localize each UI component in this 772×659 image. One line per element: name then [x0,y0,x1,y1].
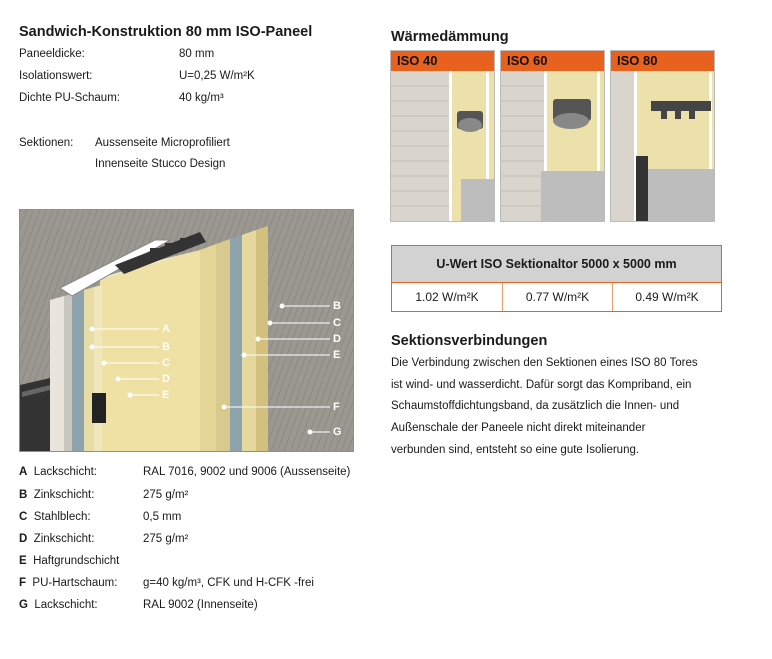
uvalue-table [391,245,722,312]
uvalue-cell: 0.77 W/m²K [525,290,590,304]
sections-value: Innenseite Stucco Design [95,158,226,170]
layer-value: 0,5 mm [143,511,182,523]
layer-key: A [19,466,28,478]
layer-name: Zinkschicht: [33,489,95,501]
thermal-image-iso40 [390,50,495,222]
thermal-image-iso80 [610,50,715,222]
layer-value: g=40 kg/m³, CFK und H-CFK -frei [143,577,314,589]
uvalue-table-header: U-Wert ISO Sektionaltor 5000 x 5000 mm [392,246,721,283]
layer-name: Stahlblech: [33,511,91,523]
diagram-label-d-right: D [333,333,341,345]
layer-key: F [19,577,27,589]
layer-name: Zinkschicht: [33,533,95,545]
connections-line: ist wind- und wasserdicht. Dafür sorgt das Kompriband, ein [391,378,692,391]
spec-value: 80 mm [179,48,215,60]
thermal-label-iso40: ISO 40 [391,51,494,71]
leader-lines [20,210,354,452]
uvalue-cell: 1.02 W/m²K [415,290,479,304]
layer-name: PU-Hartschaum: [32,577,118,589]
sections-label: Sektionen: [19,137,74,149]
spec-label: Paneeldicke: [19,48,85,60]
connections-line: verbunden sind, entsteht so eine gute Isolierung. [391,443,640,456]
spec-value: U=0,25 W/m²K [179,70,255,82]
diagram-label-g-right: G [333,426,342,438]
diagram-label-b-right: B [333,300,341,312]
connections-line: Schaumstoffdichtungsband, da zusätzlich die Innen- und [391,400,680,413]
layer-name: Lackschicht: [34,599,98,611]
diagram-label-c-right: C [333,317,341,329]
layer-key: B [19,489,28,501]
thermal-label-iso80: ISO 80 [611,51,714,71]
uvalue-cell: 0.49 W/m²K [635,290,699,304]
thermal-label-iso60: ISO 60 [501,51,604,71]
layer-key: G [19,599,28,611]
thermal-image-iso60 [500,50,605,222]
layer-key: E [19,555,27,567]
layer-key: D [19,533,28,545]
diagram-label-b: B [162,341,170,353]
diagram-label-d: D [162,373,170,385]
diagram-label-e-right: E [333,349,341,361]
layer-value: RAL 7016, 9002 und 9006 (Aussenseite) [143,466,351,478]
layer-name: Lackschicht: [33,466,97,478]
connections-text [391,353,761,462]
diagram-label-a: A [162,323,170,335]
spec-label: Dichte PU-Schaum: [19,92,120,104]
layer-name: Haftgrundschicht [33,555,120,567]
layer-value: 275 g/m² [143,489,189,501]
layer-value: RAL 9002 (Innenseite) [143,599,258,611]
spec-value: 40 kg/m³ [179,92,224,104]
spec-label: Isolationswert: [19,70,93,82]
layer-value: 275 g/m² [143,533,189,545]
sections-value: Aussenseite Microprofiliert [95,137,230,149]
diagram-label-f-right: F [333,401,340,413]
diagram-label-e: E [162,389,170,401]
iso40-drawing [391,51,495,222]
layer-key: C [19,511,28,523]
diagram-label-c: C [162,357,170,369]
connections-line: Außenschale der Paneele nicht direkt miteinander [391,422,646,435]
panel-title: Sandwich-Konstruktion 80 mm ISO-Paneel [19,24,313,40]
connections-line: Die Verbindung zwischen den Sektionen eines ISO 80 Tores [391,357,698,369]
connections-title: Sektionsverbindungen [391,333,548,349]
panel-cross-section [19,209,354,452]
thermal-title: Wärmedämmung [391,29,509,45]
iso80-drawing [611,51,715,222]
iso60-drawing [501,51,605,222]
